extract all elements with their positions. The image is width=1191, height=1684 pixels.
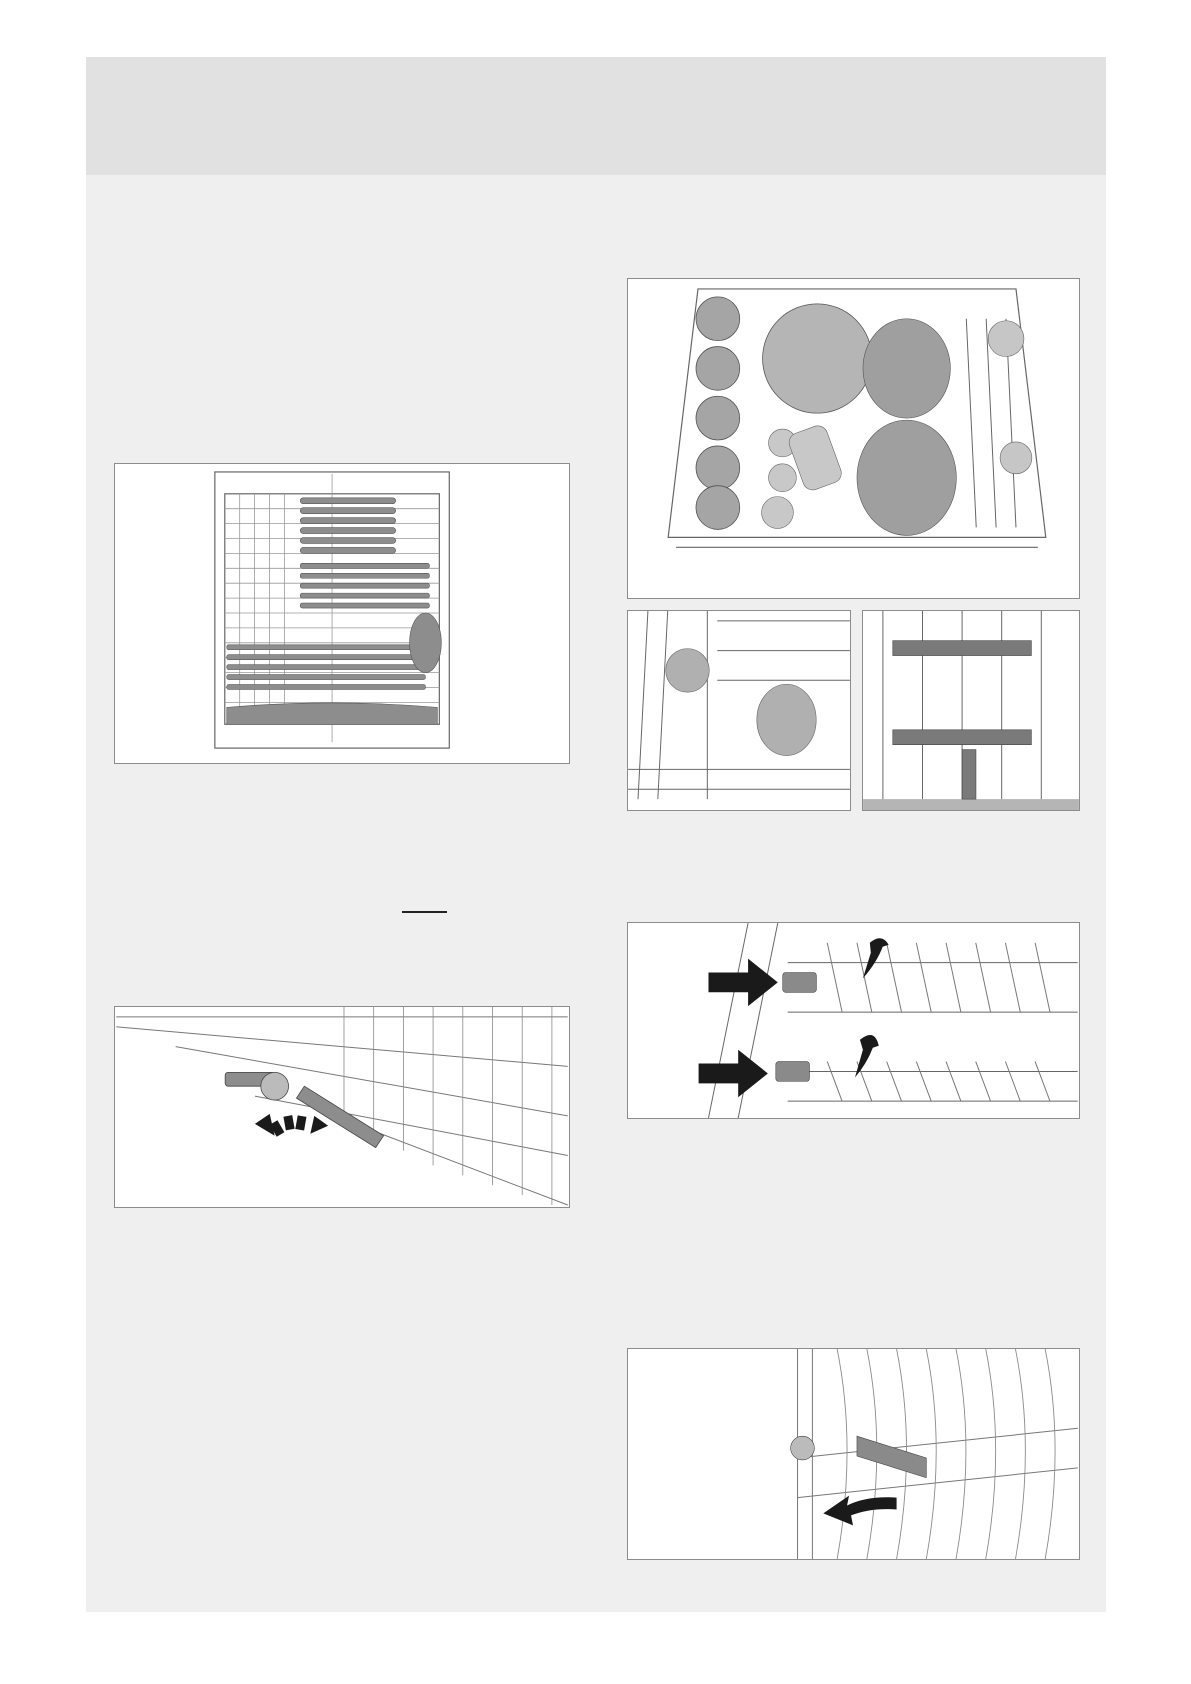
upper-basket-figure [627, 278, 1080, 599]
rack-tines-fold-figure [627, 922, 1080, 1119]
underline-mark [402, 911, 447, 913]
cutlery-rack-lever-figure [114, 1006, 570, 1208]
fold-tines-right-figure [862, 610, 1080, 811]
fold-tines-illustration-icon [628, 611, 850, 810]
cutlery-drawer-figure [114, 463, 570, 764]
fold-tines-left-figure [627, 610, 851, 811]
cutlery-drawer-illustration-icon [115, 464, 569, 763]
upper-basket-illustration-icon [628, 279, 1079, 598]
fold-tines-illustration-icon [863, 611, 1079, 810]
basket-height-adjust-figure [627, 1348, 1080, 1560]
rotate-lever-illustration-icon [115, 1007, 569, 1207]
header-band [86, 57, 1106, 175]
press-and-fold-illustration-icon [628, 923, 1079, 1118]
height-lever-illustration-icon [628, 1349, 1079, 1559]
